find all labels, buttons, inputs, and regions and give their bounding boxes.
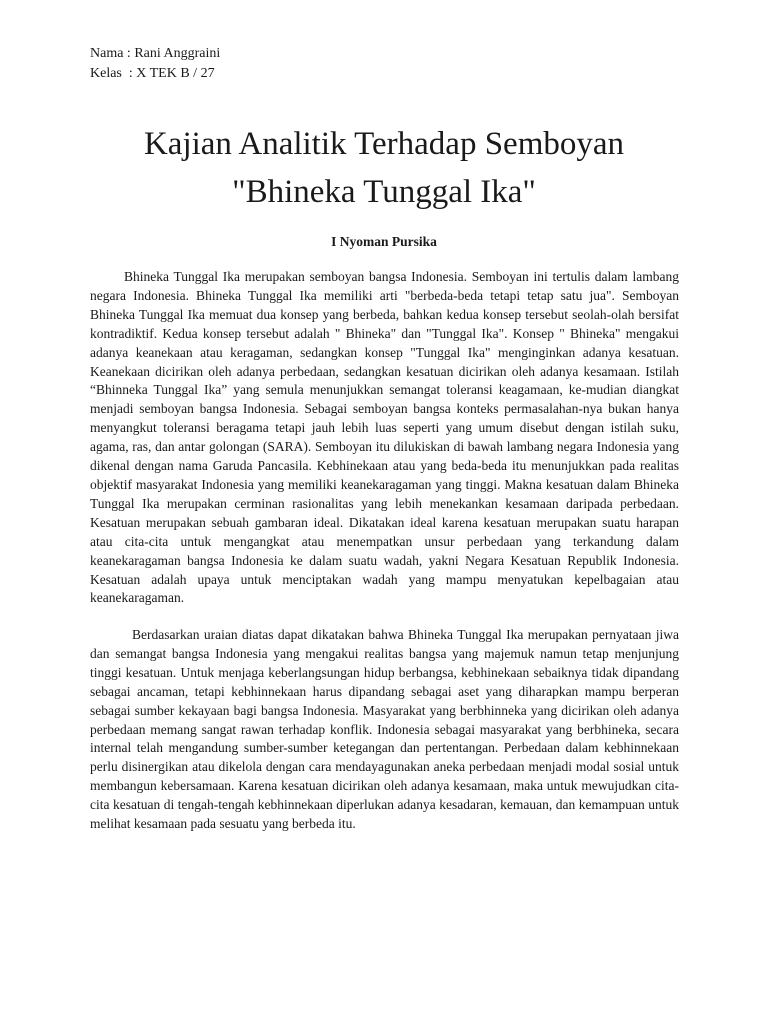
paragraph: Berdasarkan uraian diatas dapat dikatakan bahwa Bhineka Tunggal Ika merupakan pernyataan jiwa dan semangat bangsa Indonesia yang mengakui realitas bangsa yang majemuk namun tetap menjunjung tinggi kesatuan. Untuk menjaga keberlangsungan hidup berbangsa, kebhinekaan sebaiknya tidak dipandang sebagai ancaman, tetapi kebhinnekaan harus dipandang sebagai aset yang diharapkan mampu berperan sebagai sumber kekayaan bagi bangsa Indonesia. Masyarakat yang berbhinneka yang dicirikan oleh adanya perbedaan memang sangat rawan terhadap konflik. Indonesia sebagai masyarakat yang berbhineka, secara internal telah mengandung sumber-sumber ketegangan dan pertentangan. Perbedaan dalam kebhinnekaan perlu disinergikan atau dikelola dengan cara mendayagunakan aneka perbedaan menjadi modal sosial untuk membangun kebersamaan. Karena kesatuan dicirikan oleh adanya kesamaan, maka untuk mewujudkan cita-cita kesatuan di tengah-tengah kebhinnekaan diperlukan adanya kesadaran, kemauan, dan kemampuan untuk melihat kesamaan pada sesuatu yang berbeda itu. <box>90 627 679 832</box>
author-name: I Nyoman Pursika <box>331 234 437 249</box>
document-title <box>0 120 768 216</box>
title-line-2: "Bhineka Tunggal Ika" <box>232 174 536 210</box>
student-info <box>90 44 220 84</box>
student-name: Nama : Rani Anggraini <box>90 46 221 61</box>
student-class: Kelas : X TEK B / 27 <box>90 66 215 81</box>
paragraph: Bhineka Tunggal Ika merupakan semboyan bangsa Indonesia. Semboyan ini tertulis dalam lambang negara Indonesia. Bhineka Tunggal Ika memiliki arti "berbeda-beda tetapi tetap satu jua". Semboyan Bhineka Tunggal Ika memuat dua konsep yang berbeda, bahkan kedua konsep tersebut seolah-olah bersifat kontradiktif. Kedua konsep tersebut adalah " Bhineka" dan "Tunggal Ika". Konsep " Bhineka" mengakui adanya keanekaan atau keragaman, sedangkan konsep "Tunggal Ika" menginginkan adanya kesatuan. Keanekaan dicirikan oleh adanya perbedaan, sedangkan kesatuan dicirikan oleh adanya kesamaan. Istilah “Bhinneka Tunggal Ika” yang semula menunjukkan semangat toleransi keagamaan, ke-mudian diangkat menjadi semboyan bangsa Indonesia. Sebagai semboyan bangsa konteks permasalahan-nya bukan hanya menyangkut toleransi beragama tetapi jauh lebih luas seperti yang umum disebut dengan istilah suku, agama, ras, dan antar golongan (SARA). Semboyan itu dilukiskan di bawah lambang negara Indonesia yang dikenal dengan nama Garuda Pancasila. Kebhinekaan atau yang beda-beda itu menunjukkan pada realitas objektif masyarakat Indonesia yang memiliki keanekaragaman yang tinggi. Makna kesatuan dalam Bhineka Tunggal Ika merupakan cerminan rasionalitas yang lebih menekankan kesamaan daripada perbedaan. Kesatuan merupakan sebuah gambaran ideal. Dikatakan ideal karena kesatuan merupakan suatu harapan atau cita-cita untuk mengangkat atau menempatkan unsur perbedaan yang terkandung dalam keanekaragaman bangsa Indonesia ke dalam suatu wadah, yakni Negara Kesatuan Republik Indonesia. Kesatuan adalah upaya untuk menciptakan wadah yang mampu menyatukan kepelbagaian atau keanekaragaman. <box>90 269 679 606</box>
title-line-1: Kajian Analitik Terhadap Semboyan <box>143 126 625 162</box>
